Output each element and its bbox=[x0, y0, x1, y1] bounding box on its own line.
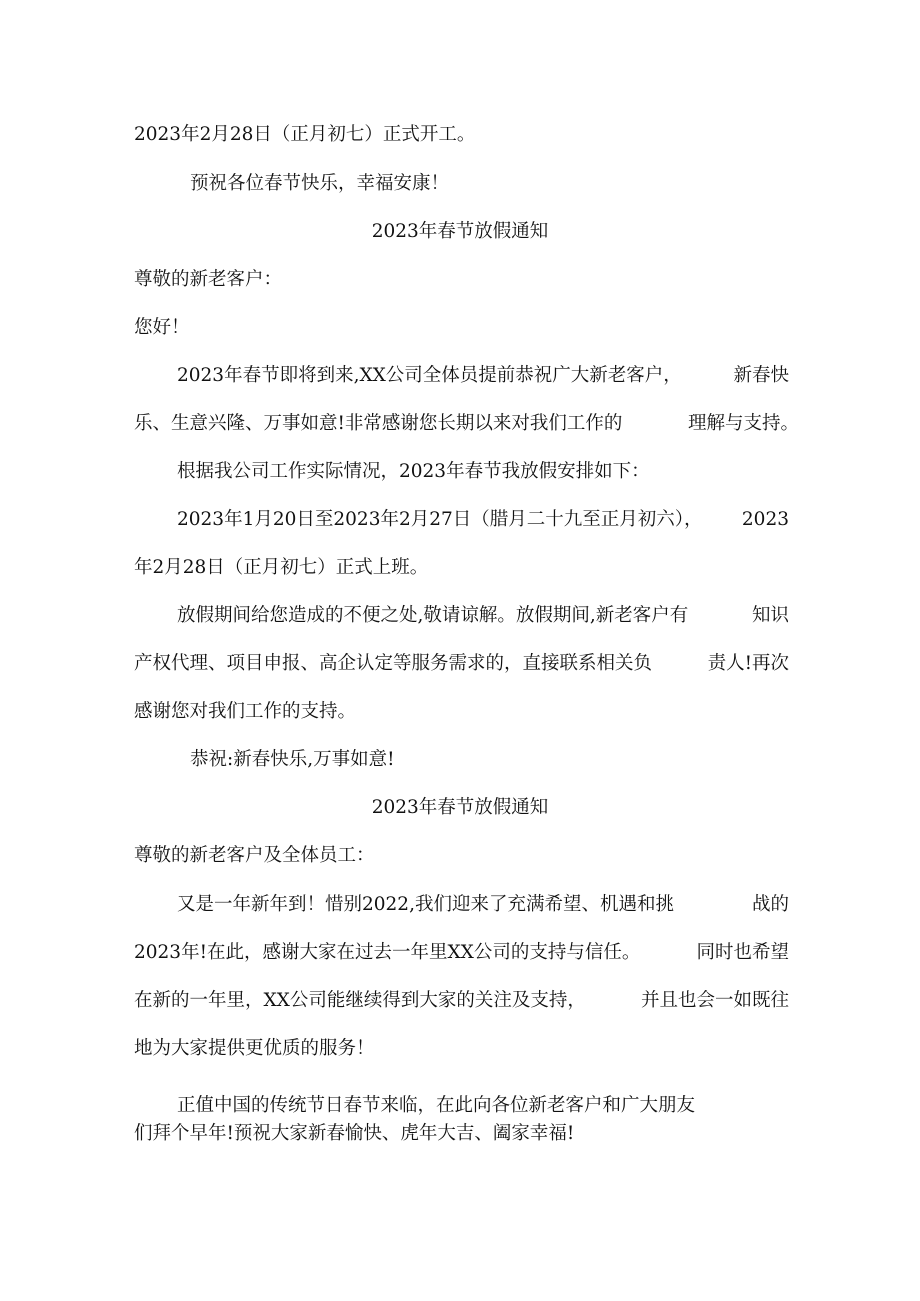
paragraph-line: 根据我公司工作实际情况，2023年春节我放假安排如下： bbox=[177, 461, 650, 482]
text-segment: 责人!再次 bbox=[707, 653, 789, 674]
paragraph-line bbox=[134, 652, 789, 676]
text-segment: 2023年春节即将到来,XX公司全体员提前恭祝广大新老客户， bbox=[177, 365, 682, 386]
paragraph-line bbox=[134, 941, 789, 965]
paragraph-line bbox=[177, 364, 789, 388]
notice-title: 2023年春节放假通知 bbox=[371, 221, 549, 242]
text-segment: 2023年1月20日至2023年2月27日（腊月二十九至正月初六）， bbox=[177, 509, 703, 530]
text-segment: 产权代理、项目申报、高企认定等服务需求的，直接联系相关负 bbox=[134, 653, 653, 674]
wish-line: 预祝各位春节快乐，幸福安康！ bbox=[190, 173, 450, 194]
paragraph-line bbox=[177, 508, 789, 532]
notice-title: 2023年春节放假通知 bbox=[371, 797, 549, 818]
text-segment: 乐、生意兴隆、万事如意!非常感谢您长期以来对我们工作的 bbox=[134, 413, 623, 434]
paragraph-line: 正值中国的传统节日春节来临，在此向各位新老客户和广大朋友 bbox=[177, 1095, 696, 1116]
paragraph-line: 年2月28日（正月初七）正式上班。 bbox=[134, 557, 429, 578]
text-segment: 知识 bbox=[751, 605, 789, 626]
greeting: 您好！ bbox=[134, 317, 190, 338]
paragraph-line bbox=[134, 412, 799, 436]
text-segment: 理解与支持。 bbox=[687, 413, 799, 434]
text-segment: 新春快 bbox=[733, 365, 789, 386]
text-segment: 放假期间给您造成的不便之处,敬请谅解。放假期间,新老客户有 bbox=[177, 605, 689, 626]
text-line: 2023年2月28日（正月初七）正式开工。 bbox=[134, 124, 476, 145]
text-segment: 2023年!在此，感谢大家在过去一年里XX公司的支持与信任。 bbox=[134, 942, 641, 963]
paragraph-line bbox=[134, 989, 789, 1013]
paragraph-line: 感谢您对我们工作的支持。 bbox=[134, 701, 357, 722]
text-segment: 同时也希望 bbox=[696, 942, 789, 963]
paragraph-line bbox=[177, 893, 789, 917]
salutation: 尊敬的新老客户及全体员工： bbox=[134, 845, 375, 866]
text-segment: 并且也会一如既往 bbox=[640, 990, 789, 1011]
salutation: 尊敬的新老客户： bbox=[134, 269, 283, 290]
text-segment: 战的 bbox=[751, 894, 789, 915]
text-segment: 又是一年新年到！惜别2022,我们迎来了充满希望、机遇和挑 bbox=[177, 894, 674, 915]
closing-line: 恭祝:新春快乐,万事如意! bbox=[190, 749, 395, 770]
paragraph-line: 们拜个早年!预祝大家新春愉快、虎年大吉、阖家幸福! bbox=[134, 1123, 575, 1144]
paragraph-line: 地为大家提供更优质的服务！ bbox=[134, 1038, 375, 1059]
paragraph-line bbox=[177, 604, 789, 628]
text-segment: 2023 bbox=[741, 509, 789, 530]
text-segment: 在新的一年里，XX公司能继续得到大家的关注及支持， bbox=[134, 990, 586, 1011]
